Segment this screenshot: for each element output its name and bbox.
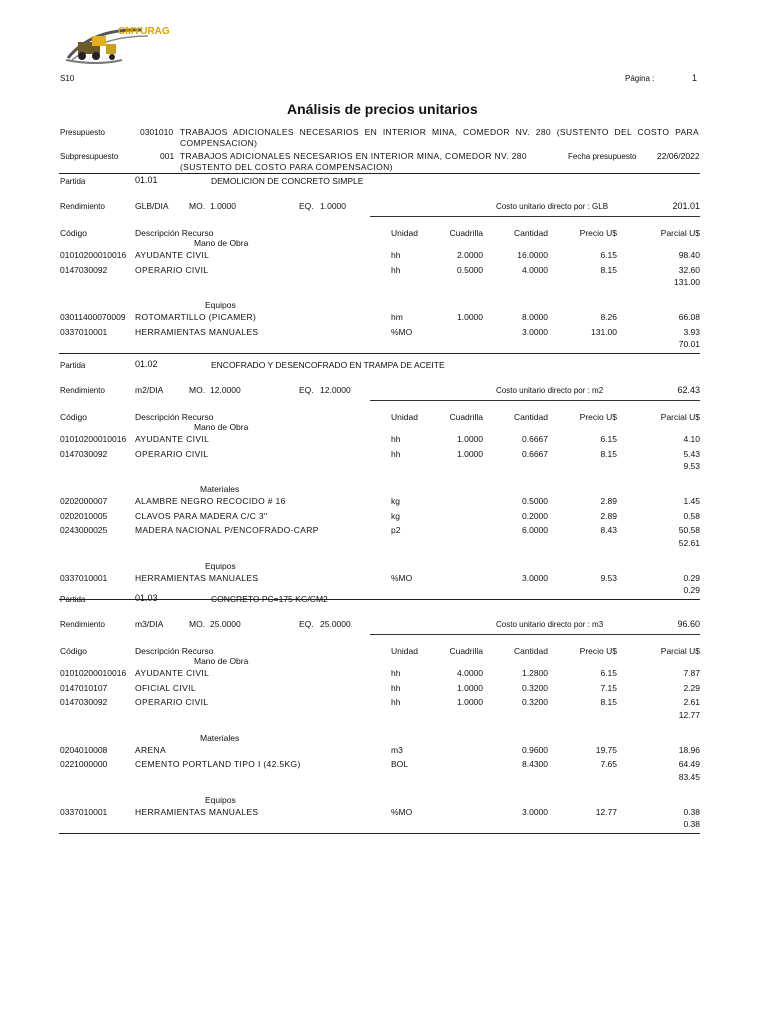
row-parcial: 2.29 [683,682,700,693]
eq-label: EQ. [299,385,314,395]
s10-label: S10 [60,74,75,83]
col-precio: Precio U$ [579,646,617,656]
row-precio: 8.43 [600,525,617,535]
rendimiento-unit: m3/DIA [135,619,164,629]
partida-code: 01.02 [135,359,158,369]
row-cuadrilla: 1.0000 [457,697,483,707]
row-unidad: hh [391,668,401,678]
row-cuadrilla: 1.0000 [457,312,483,322]
row-cantidad: 0.6667 [522,434,548,444]
group-label-mano_obra: Mano de Obra [194,656,249,666]
row-cuadrilla: 1.0000 [457,434,483,444]
row-codigo: 0202000007 [60,496,108,506]
group-total-equipos: 70.01 [678,339,700,349]
row-cuadrilla: 1.0000 [457,682,483,693]
col-parcial: Parcial U$ [660,412,700,422]
group-total-mano_obra: 9.53 [683,461,700,471]
rendimiento-unit: GLB/DIA [135,201,169,211]
row-parcial: 50.58 [678,525,700,535]
logo-text: CMYURAG [118,26,170,37]
row-desc: OFICIAL CIVIL [135,682,196,693]
row-unidad: p2 [391,525,401,535]
group-total-equipos: 0.29 [683,585,700,595]
row-cuadrilla: 0.5000 [457,264,483,275]
row-cantidad: 1.2800 [522,668,548,678]
group-label-mano_obra: Mano de Obra [194,422,249,432]
col-cantidad: Cantidad [513,228,548,238]
rendimiento-label: Rendimiento [60,620,105,629]
col-precio: Precio U$ [579,228,617,238]
mo-value: 25.0000 [210,619,241,629]
group-label-materiales: Materiales [200,484,240,494]
costo-value: 62.43 [677,385,700,395]
col-precio: Precio U$ [579,412,617,422]
pagina-label: Página : [625,74,655,83]
partida-divider [59,353,700,354]
row-cuadrilla: 1.0000 [457,448,483,459]
costo-label: Costo unitario directo por : GLB [496,202,609,211]
row-codigo: 01010200010016 [60,434,127,444]
col-cantidad: Cantidad [513,646,548,656]
row-codigo: 0337010001 [60,806,108,817]
row-codigo: 0147030092 [60,264,108,275]
presupuesto-code: 0301010 [140,127,174,137]
partida-desc: DEMOLICION DE CONCRETO SIMPLE [211,176,364,186]
row-precio: 2.89 [600,496,617,506]
row-parcial: 98.40 [678,250,700,260]
row-cantidad: 16.0000 [517,250,548,260]
row-parcial: 0.29 [683,572,700,583]
row-desc: HERRAMIENTAS MANUALES [135,572,259,583]
row-codigo: 01010200010016 [60,668,127,678]
mo-label: MO. [189,619,206,629]
eq-value: 25.0000 [320,619,351,629]
row-cantidad: 0.2000 [522,510,548,521]
group-total-mano_obra: 131.00 [674,277,700,287]
costo-value: 201.01 [672,201,700,211]
row-unidad: kg [391,496,400,506]
row-desc: AYUDANTE CIVIL [135,434,210,444]
group-total-materiales: 52.61 [678,537,700,548]
row-parcial: 18.96 [678,744,700,755]
row-codigo: 0202010005 [60,510,108,521]
page-title: Análisis de precios unitarios [287,101,478,117]
fecha-label: Fecha presupuesto [568,152,637,161]
row-parcial: 0.58 [683,510,700,521]
mo-value: 12.0000 [210,385,241,395]
row-parcial: 4.10 [683,434,700,444]
col-parcial: Parcial U$ [660,228,700,238]
row-parcial: 66.08 [678,312,700,322]
costo-label: Costo unitario directo por : m2 [496,386,604,395]
col-cuadrilla: Cuadrilla [449,412,483,422]
row-precio: 9.53 [600,572,617,583]
group-label-equipos: Equipos [205,560,236,571]
col-descripcion: Descripción Recurso [135,646,214,656]
row-desc: HERRAMIENTAS MANUALES [135,806,259,817]
row-codigo: 0337010001 [60,572,108,583]
row-precio: 131.00 [591,326,617,337]
eq-value: 12.0000 [320,385,351,395]
partida-divider [59,833,700,834]
eq-value: 1.0000 [320,201,346,211]
col-cuadrilla: Cuadrilla [449,646,483,656]
partida-desc: ENCOFRADO Y DESENCOFRADO EN TRAMPA DE ACEITE [211,360,445,370]
presupuesto-desc-line2: COMPENSACION) [180,138,258,148]
row-unidad: hh [391,434,401,444]
row-cantidad: 0.3200 [522,682,548,693]
row-cantidad: 0.9600 [522,744,548,755]
col-cantidad: Cantidad [513,412,548,422]
mo-value: 1.0000 [210,201,236,211]
row-precio: 7.65 [600,759,617,769]
subpresupuesto-desc-line1: TRABAJOS ADICIONALES NECESARIOS EN INTERIOR MINA, COMEDOR NV. 280 [180,151,527,161]
row-parcial: 3.93 [683,326,700,337]
row-cantidad: 8.4300 [522,759,548,769]
partida-code: 01.03 [135,593,158,603]
eq-label: EQ. [299,201,314,211]
row-parcial: 32.60 [678,264,700,275]
row-desc: MADERA NACIONAL P/ENCOFRADO-CARP [135,525,319,535]
rendimiento-label: Rendimiento [60,386,105,395]
col-unidad: Unidad [391,228,418,238]
row-precio: 12.77 [595,806,617,817]
row-desc: AYUDANTE CIVIL [135,250,210,260]
costo-label: Costo unitario directo por : m3 [496,620,604,629]
col-cuadrilla: Cuadrilla [449,228,483,238]
row-unidad: m3 [391,744,403,755]
row-desc: OPERARIO CIVIL [135,448,209,459]
row-unidad: %MO [391,326,413,337]
group-total-mano_obra: 12.77 [678,709,700,720]
presupuesto-desc-line1: TRABAJOS ADICIONALES NECESARIOS EN INTERIOR MINA, COMEDOR NV. 280 (SUSTENTO DEL COSTO PARA [180,127,699,137]
row-precio: 8.26 [600,312,617,322]
col-codigo: Código [60,412,87,422]
col-unidad: Unidad [391,412,418,422]
row-cantidad: 0.3200 [522,697,548,707]
rendimiento-unit: m2/DIA [135,385,164,395]
subpresupuesto-label: Subpresupuesto [60,152,119,161]
row-parcial: 0.38 [683,806,700,817]
row-cantidad: 0.6667 [522,448,548,459]
row-cantidad: 6.0000 [522,525,548,535]
subpresupuesto-code: 001 [160,151,175,161]
row-desc: CLAVOS PARA MADERA C/C 3" [135,510,268,521]
row-parcial: 64.49 [678,759,700,769]
row-codigo: 0147030092 [60,448,108,459]
row-desc: ARENA [135,744,167,755]
row-cantidad: 3.0000 [522,326,548,337]
row-precio: 6.15 [600,434,617,444]
row-cantidad: 3.0000 [522,806,548,817]
group-total-equipos: 0.38 [683,819,700,829]
row-cantidad: 3.0000 [522,572,548,583]
row-desc: AYUDANTE CIVIL [135,668,210,678]
rendimiento-divider [370,216,700,217]
eq-label: EQ. [299,619,314,629]
row-codigo: 01010200010016 [60,250,127,260]
row-desc: ROTOMARTILLO (PICAMER) [135,312,257,322]
row-cuadrilla: 2.0000 [457,250,483,260]
row-unidad: kg [391,510,400,521]
row-cantidad: 0.5000 [522,496,548,506]
row-parcial: 2.61 [683,697,700,707]
row-precio: 7.15 [600,682,617,693]
rendimiento-divider [370,400,700,401]
row-unidad: %MO [391,572,413,583]
costo-value: 96.60 [677,619,700,629]
row-desc: OPERARIO CIVIL [135,697,209,707]
group-label-equipos: Equipos [205,300,236,310]
row-unidad: hm [391,312,403,322]
partida-label: Partida [60,595,86,604]
company-logo [62,22,182,64]
col-descripcion: Descripción Recurso [135,412,214,422]
group-total-materiales: 83.45 [678,771,700,782]
rendimiento-label: Rendimiento [60,202,105,211]
row-unidad: %MO [391,806,413,817]
partida-code: 01.01 [135,175,158,185]
group-label-materiales: Materiales [200,732,240,743]
col-unidad: Unidad [391,646,418,656]
header-divider [59,173,700,174]
row-unidad: hh [391,697,401,707]
row-desc: ALAMBRE NEGRO RECOCIDO # 16 [135,496,286,506]
partida-label: Partida [60,361,86,370]
col-codigo: Código [60,228,87,238]
mo-label: MO. [189,201,206,211]
partida-desc: CONCRETO PC=175 KG/CM2 [211,594,328,604]
pagina-value: 1 [692,73,698,83]
group-label-equipos: Equipos [205,794,236,805]
group-label-mano_obra: Mano de Obra [194,238,249,248]
partida-label: Partida [60,177,86,186]
row-unidad: hh [391,250,401,260]
row-cantidad: 8.0000 [522,312,548,322]
row-codigo: 03011400070009 [60,312,126,322]
mo-label: MO. [189,385,206,395]
row-precio: 19.75 [595,744,617,755]
row-unidad: BOL [391,759,409,769]
rendimiento-divider [370,634,700,635]
row-cuadrilla: 4.0000 [457,668,483,678]
row-codigo: 0147030092 [60,697,108,707]
row-codigo: 0204010008 [60,744,108,755]
row-parcial: 7.87 [683,668,700,678]
row-codigo: 0147010107 [60,682,108,693]
row-precio: 8.15 [600,448,617,459]
row-precio: 6.15 [600,668,617,678]
col-codigo: Código [60,646,87,656]
row-codigo: 0221000000 [60,759,108,769]
row-precio: 2.89 [600,510,617,521]
row-unidad: hh [391,682,401,693]
row-desc: CEMENTO PORTLAND TIPO I (42.5KG) [135,759,301,769]
row-parcial: 5.43 [683,448,700,459]
row-codigo: 0243000025 [60,525,108,535]
row-precio: 6.15 [600,250,617,260]
subpresupuesto-desc-line2: (SUSTENTO DEL COSTO PARA COMPENSACION) [180,162,393,172]
row-codigo: 0337010001 [60,326,108,337]
row-precio: 8.15 [600,697,617,707]
presupuesto-label: Presupuesto [60,128,105,137]
row-desc: HERRAMIENTAS MANUALES [135,326,259,337]
fecha-value: 22/06/2022 [657,151,700,161]
row-cantidad: 4.0000 [522,264,548,275]
row-unidad: hh [391,448,401,459]
row-desc: OPERARIO CIVIL [135,264,209,275]
row-unidad: hh [391,264,401,275]
col-descripcion: Descripción Recurso [135,228,214,238]
row-precio: 8.15 [600,264,617,275]
col-parcial: Parcial U$ [660,646,700,656]
row-parcial: 1.45 [683,496,700,506]
